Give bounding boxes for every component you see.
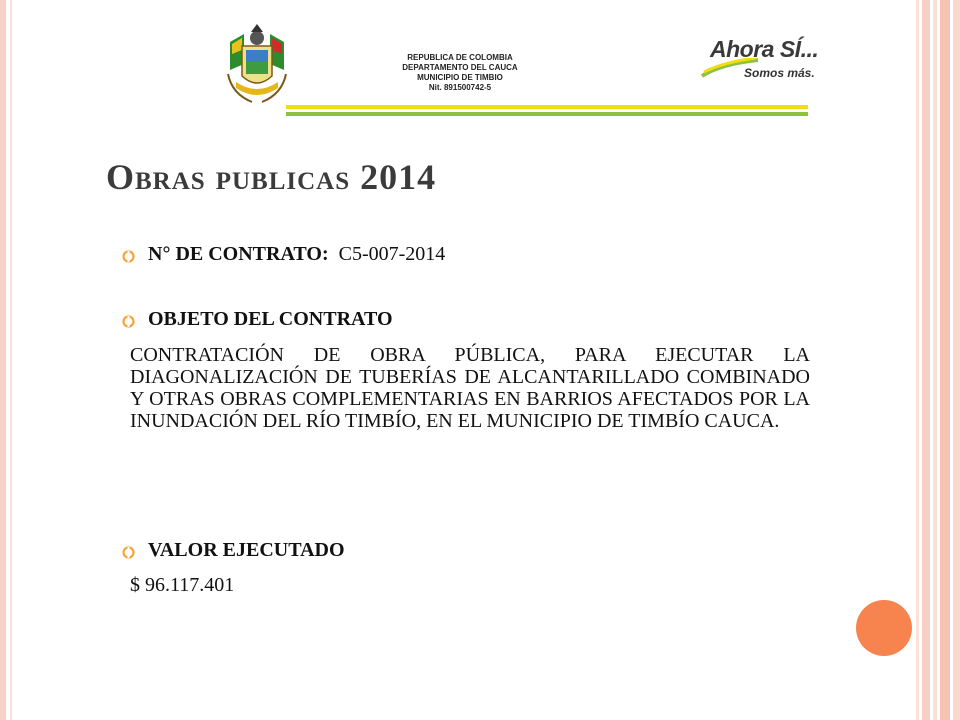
- contract-object-heading: [148, 308, 393, 331]
- header-line-department: DEPARTAMENTO DEL CAUCA: [402, 63, 518, 72]
- executed-value-heading: [148, 539, 345, 562]
- contract-number-label: N° DE CONTRATO: [148, 243, 322, 265]
- header-rule-yellow: [286, 105, 808, 109]
- bullet-icon: [122, 546, 135, 559]
- contract-object-label: OBJETO DEL CONTRATO: [148, 308, 393, 330]
- page-title: Obras publicas 2014: [106, 157, 437, 197]
- contract-object-text: CONTRATACIÓN DE OBRA PÚBLICA, PARA EJECUTAR LA DIAGONALIZACIÓN DE TUBERÍAS DE ALCANTARILLADO COMBINADO Y OTRAS OBRAS COMPLEMENTARIAS EN BARRIOS AFECTADOS POR LA INUNDACIÓN DEL RÍO TIMBÍO, EN EL MUNICIPIO DE TIMBÍO CAUCA.: [130, 344, 810, 432]
- slogan-logo: [700, 32, 830, 92]
- header-rule-green: [286, 112, 808, 116]
- right-decorative-stripes: [916, 0, 960, 720]
- left-margin-line: [10, 0, 12, 720]
- header-line-republic: REPUBLICA DE COLOMBIA: [407, 53, 513, 62]
- bullet-icon: [122, 250, 135, 263]
- contract-number-value: C5-007-2014: [338, 243, 446, 265]
- coat-of-arms-logo: [222, 24, 292, 106]
- slogan-main-text: Ahora SÍ...: [710, 36, 819, 62]
- left-margin-strip: [0, 0, 6, 720]
- contract-number-line: [148, 243, 445, 266]
- bullet-icon: [122, 315, 135, 328]
- header-line-municipality: MUNICIPIO DE TIMBIO: [417, 73, 503, 82]
- institution-header: [375, 53, 545, 93]
- orange-circle-decoration: [856, 600, 912, 656]
- slogan-sub-text: Somos más.: [744, 66, 815, 80]
- contract-number-separator: :: [321, 243, 329, 265]
- executed-value-amount: $ 96.117.401: [130, 574, 235, 596]
- header-line-nit: Nit. 891500742-5: [428, 83, 492, 92]
- executed-value-label: VALOR EJECUTADO: [148, 539, 345, 561]
